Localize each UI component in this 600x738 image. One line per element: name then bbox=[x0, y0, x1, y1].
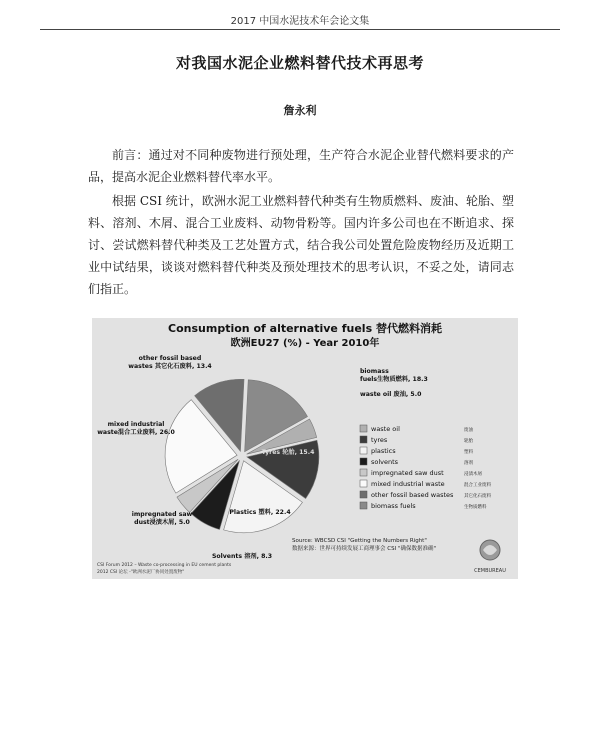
slice-label-other-fossil-based-wastes: other fossil based bbox=[138, 355, 202, 362]
legend-label-cn-solvents: 溶剂 bbox=[464, 461, 473, 466]
slice-label-other-fossil-based-wastes: wastes 其它化石废料, 13.4 bbox=[128, 363, 212, 370]
legend-label-biomass-fuels: biomass fuels bbox=[371, 502, 416, 510]
slice-label-mixed-industrial-waste: mixed industrial bbox=[107, 421, 165, 428]
legend-label-cn-other-fossil-based-wastes: 其它化石废料 bbox=[464, 494, 491, 499]
legend-swatch-waste-oil bbox=[360, 425, 367, 432]
chart-title: Consumption of alternative fuels 替代燃料消耗 bbox=[168, 322, 442, 335]
pie-chart bbox=[92, 318, 518, 579]
legend-label-impregnated-saw-dust: impregnated saw dust bbox=[371, 469, 444, 477]
chart-source: Source: WBCSD CSI "Getting the Numbers Right" bbox=[292, 538, 427, 544]
legend-swatch-plastics bbox=[360, 447, 367, 454]
logo-text: CEMBUREAU bbox=[474, 568, 506, 574]
chart-subtitle: 欧洲EU27 (%) - Year 2010年 bbox=[230, 338, 380, 349]
header-rule bbox=[40, 29, 560, 30]
slice-label-impregnated-saw-dust: dust浸渍木屑, 5.0 bbox=[134, 519, 190, 526]
legend-label-mixed-industrial-waste: mixed industrial waste bbox=[371, 480, 445, 488]
legend-label-plastics: plastics bbox=[371, 447, 396, 455]
slice-label-plastics: Plastics 塑料, 22.4 bbox=[229, 509, 291, 516]
legend-label-solvents: solvents bbox=[371, 458, 399, 466]
slice-label-waste-oil: waste oil 废油, 5.0 bbox=[360, 391, 422, 398]
legend-label-cn-impregnated-saw-dust: 浸渍木屑 bbox=[464, 472, 482, 477]
slice-label-tyres: Tyres 轮胎, 15.4 bbox=[261, 449, 315, 456]
body-paragraph: 根据 CSI 统计，欧洲水泥工业燃料替代种类有生物质燃料、废油、轮胎、塑料、溶剂、木屑、混合工业废料、动物骨粉等。国内许多公司也在不断追求、探讨、尝试燃料替代种类及工艺处置方式，结合我公司处置危险废物经历及近期工业中试结果，谈谈对燃料替代种类及预处理技术的思考认识，不妥之处，请同志们指正。 bbox=[88, 194, 514, 296]
legend-label-cn-plastics: 塑料 bbox=[464, 450, 473, 455]
slice-label-solvents: Solvents 溶剂, 8.3 bbox=[211, 553, 273, 560]
pie-chart-figure bbox=[92, 318, 518, 579]
legend-label-waste-oil: waste oil bbox=[371, 425, 400, 433]
intro-paragraph: 前言：通过对不同种废物进行预处理，生产符合水泥企业替代燃料要求的产品，提高水泥企业燃料替代率水平。 bbox=[88, 148, 514, 184]
legend-label-cn-biomass-fuels: 生物质燃料 bbox=[464, 505, 487, 510]
footer-note: CSI Forum 2012 – Waste co-processing in EU cement plants bbox=[97, 563, 232, 568]
slice-label-biomass-fuels: fuels生物质燃料, 18.3 bbox=[360, 376, 428, 383]
author-name: 詹永利 bbox=[283, 104, 317, 117]
legend-swatch-other-fossil-based-wastes bbox=[360, 491, 367, 498]
legend-label-cn-tyres: 轮胎 bbox=[464, 439, 473, 444]
legend-label-cn-waste-oil: 废油 bbox=[464, 428, 473, 433]
legend-swatch-tyres bbox=[360, 436, 367, 443]
slice-label-mixed-industrial-waste: waste混合工业废料, 26.0 bbox=[97, 429, 175, 436]
legend-label-cn-mixed-industrial-waste: 混合工业废料 bbox=[464, 483, 491, 488]
legend-swatch-impregnated-saw-dust bbox=[360, 469, 367, 476]
article-title: 对我国水泥企业燃料替代技术再思考 bbox=[175, 54, 424, 72]
legend-swatch-solvents bbox=[360, 458, 367, 465]
legend-label-other-fossil-based-wastes: other fossil based wastes bbox=[371, 491, 454, 499]
slice-label-biomass-fuels: biomass bbox=[360, 368, 389, 375]
footer-note-cn: 2012 CSI 论坛 -"欧洲水泥厂协同处置废物" bbox=[97, 570, 185, 575]
legend-swatch-mixed-industrial-waste bbox=[360, 480, 367, 487]
slice-label-impregnated-saw-dust: impregnated saw bbox=[131, 511, 193, 518]
running-header: 2017 中国水泥技术年会论文集 bbox=[230, 16, 370, 27]
legend-label-tyres: tyres bbox=[371, 436, 388, 444]
chart-source-cn: 数据来源：世界可持续发展工商理事会 CSI "确保数据准确" bbox=[292, 546, 437, 552]
legend-swatch-biomass-fuels bbox=[360, 502, 367, 509]
